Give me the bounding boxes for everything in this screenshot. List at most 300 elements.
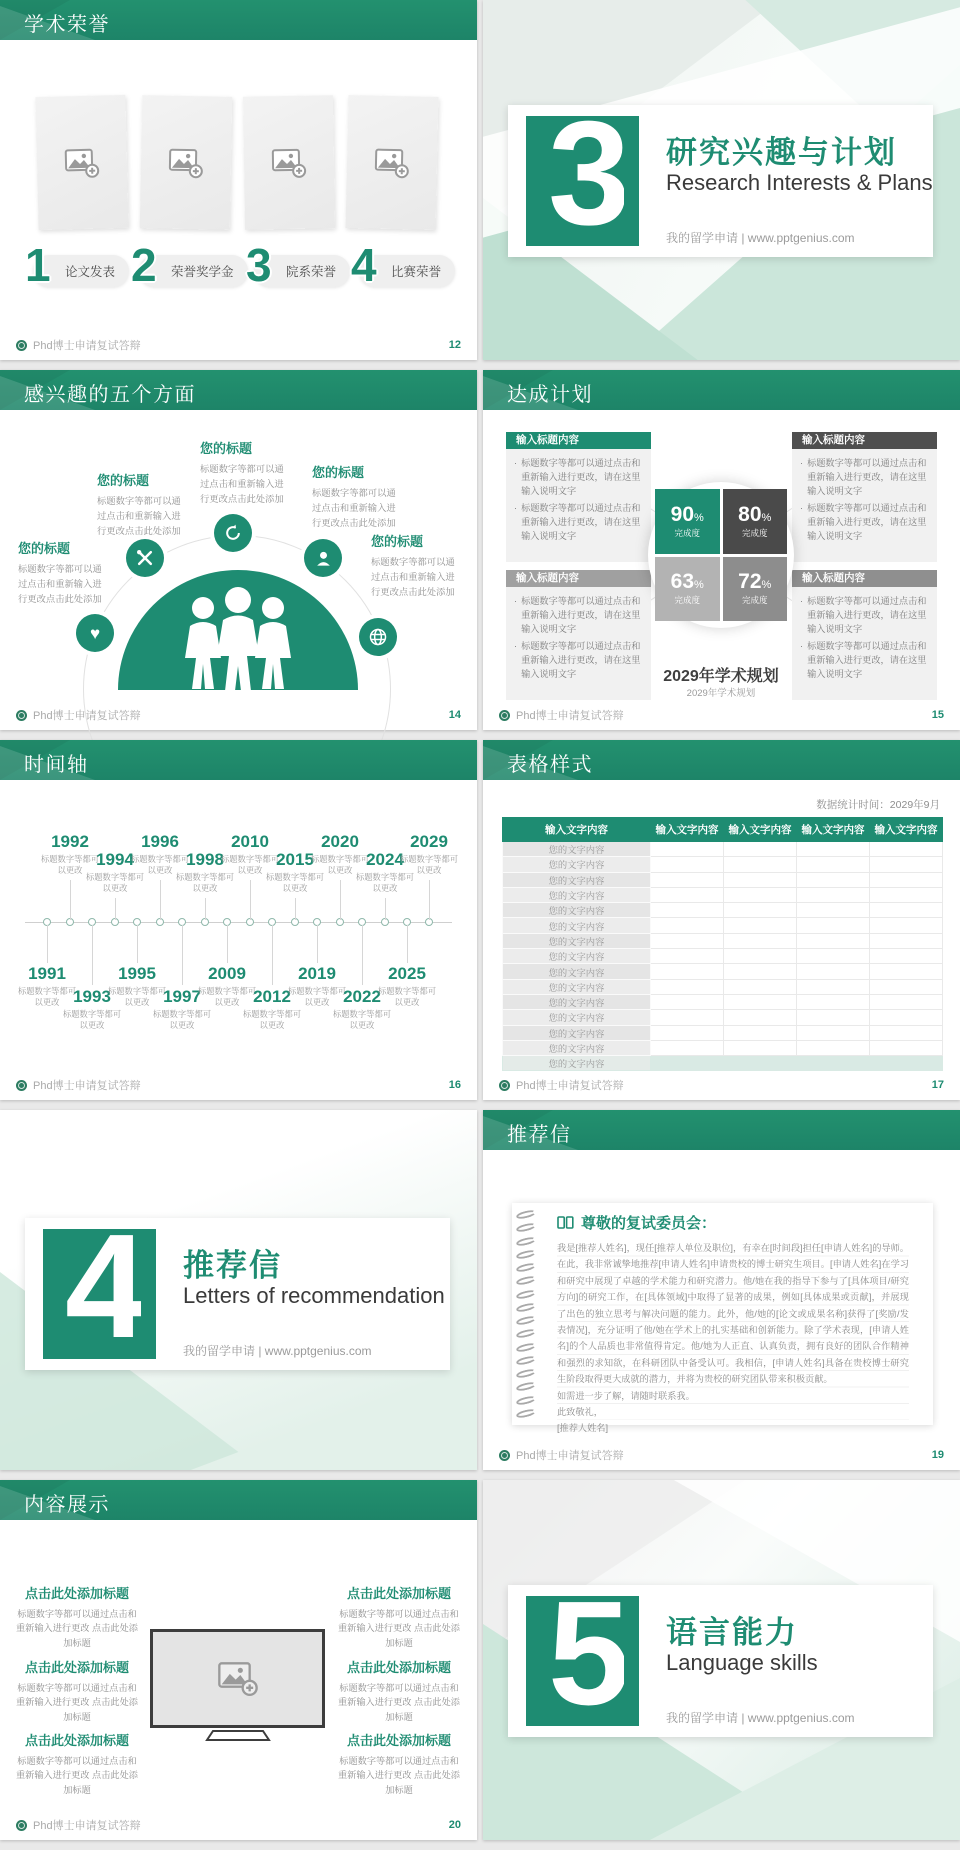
slide-header-bar (0, 1480, 477, 1520)
table-cell (870, 842, 943, 857)
timeline-desc: 标题数字等都可以更改 (197, 985, 257, 1008)
plan-box-title: 输入标题内容 (792, 570, 937, 587)
sample-table (502, 817, 943, 1071)
timeline-year: 2015 (276, 850, 314, 869)
table-cell-label: 您的文字内容 (503, 994, 651, 1009)
section-brand: 我的留学申请 | www.pptgenius.com (666, 231, 855, 245)
person-icon (304, 539, 342, 577)
brand-dot-icon (499, 710, 510, 721)
pie-unit: % (694, 579, 704, 592)
table-cell (724, 949, 797, 964)
photo-placeholder-card (243, 95, 335, 229)
footer-brand: Phd博士申请复试答辩 (33, 1080, 141, 1092)
slide-title: 时间轴 (24, 754, 89, 776)
timeline-desc: 标题数字等都可以更改 (107, 985, 167, 1008)
table-cell (724, 979, 797, 994)
table-header-cell: 输入文字内容 (503, 818, 651, 842)
badge-number: 3 (246, 239, 272, 291)
image-placeholder-icon (217, 1661, 259, 1696)
table-row (503, 1040, 943, 1055)
showcase-block (14, 1657, 140, 1724)
letter-page (512, 1203, 933, 1434)
table-row (503, 887, 943, 902)
slide-title: 达成计划 (507, 384, 593, 406)
slide-footer (499, 1447, 944, 1463)
slide-section-3 (483, 0, 960, 360)
timeline-stem (340, 880, 341, 920)
showcase-block (14, 1730, 140, 1797)
callout-body: 标题数字等都可以通过点击和重新输入进行更改点击此处添加 (97, 496, 181, 536)
bullet-text: 标题数字等都可以通过点击和重新输入进行更改，请在这里输入说明文字 (807, 458, 927, 496)
slide-plan (483, 370, 960, 730)
timeline-stem (407, 925, 408, 963)
table-cell-label: 您的文字内容 (503, 857, 651, 872)
bullet-text: 标题数字等都可以通过点击和重新输入进行更改，请在这里输入说明文字 (807, 641, 927, 679)
slide-footer (16, 707, 461, 723)
table-row (503, 918, 943, 933)
slide-header-bar (0, 0, 477, 40)
table-cell (797, 994, 870, 1009)
callout-body: 标题数字等都可以通过点击和重新输入进行更改点击此处添加 (371, 557, 455, 597)
brand-dot-icon (16, 1820, 27, 1831)
badge-label: 院系荣誉 (254, 255, 350, 287)
table-cell (870, 1056, 943, 1071)
section-title-en: Letters of recommendation (183, 1283, 445, 1308)
badge-label: 论文发表 (33, 255, 129, 287)
pie-quadrant-80 (723, 489, 788, 554)
timeline-desc: 标题数字等都可以更改 (355, 871, 415, 894)
letter-signature: [推荐人姓名] (557, 1423, 609, 1434)
table-cell (724, 1056, 797, 1071)
table-header-cell: 输入文字内容 (724, 818, 797, 842)
table-cell (870, 949, 943, 964)
timeline-year: 2019 (298, 964, 336, 983)
timeline-year: 1994 (96, 850, 134, 869)
block-title: 点击此处添加标题 (24, 1586, 129, 1601)
badge-number: 4 (351, 239, 377, 291)
pie-quadrant-63 (655, 557, 720, 622)
slide-timeline (0, 740, 477, 1100)
table-cell (651, 918, 724, 933)
photo-placeholder-card (140, 95, 233, 230)
plan-box-body: · 标题数字等都可以通过点击和重新输入进行更改，请在这里输入说明文字 · 标题数字等都可以通过点击和重新输入进行更改，请在这里输入说明文字 (792, 449, 937, 562)
bullet-text: 标题数字等都可以通过点击和重新输入进行更改，请在这里输入说明文字 (521, 596, 641, 634)
image-placeholder-icon (271, 147, 307, 178)
letter-salutation-row (557, 1212, 716, 1233)
slide-five-interests (0, 370, 477, 730)
timeline-desc: 标题数字等都可以更改 (265, 871, 325, 894)
page-number: 20 (448, 1819, 461, 1831)
block-title: 点击此处添加标题 (24, 1733, 129, 1748)
callout-title: 您的标题 (200, 441, 253, 456)
slide-footer (16, 1077, 461, 1093)
tv-screen-placeholder (150, 1629, 325, 1728)
footer-brand: Phd博士申请复试答辩 (516, 1450, 624, 1462)
block-title: 点击此处添加标题 (346, 1586, 451, 1601)
table-cell-label: 您的文字内容 (503, 964, 651, 979)
tools-icon (126, 539, 164, 577)
table-row (503, 964, 943, 979)
table-cell (724, 872, 797, 887)
callout-body: 标题数字等都可以通过点击和重新输入进行更改点击此处添加 (312, 488, 396, 528)
slide-table-style (483, 740, 960, 1100)
table-cell (870, 872, 943, 887)
plan-box-top-right (792, 432, 937, 562)
page-number: 17 (931, 1079, 944, 1091)
table-cell-label: 您的文字内容 (503, 1056, 651, 1071)
heart-icon: ♥ (76, 614, 114, 652)
table-cell (797, 887, 870, 902)
pie-value: 63 (670, 570, 695, 594)
pie-value: 80 (738, 502, 762, 526)
callout-left (18, 538, 105, 607)
block-body: 标题数字等都可以通过点击和重新输入进行更改 点击此处添加标题 (16, 1756, 138, 1795)
table-cell (870, 918, 943, 933)
table-row (503, 1025, 943, 1040)
table-row (503, 903, 943, 918)
timeline-stem (362, 925, 363, 985)
table-cell-label: 您的文字内容 (503, 918, 651, 933)
table-cell (797, 964, 870, 979)
table-header-cell: 输入文字内容 (870, 818, 943, 842)
callout-title: 您的标题 (18, 541, 71, 556)
timeline-desc: 标题数字等都可以更改 (85, 871, 145, 894)
recycle-arrows-icon (214, 514, 252, 552)
table-note: 数据统计时间：2029年9月 (816, 799, 940, 811)
table-cell-label: 您的文字内容 (503, 887, 651, 902)
slide-content-showcase (0, 1480, 477, 1840)
slide-section-4 (0, 1110, 477, 1470)
table-cell (870, 979, 943, 994)
timeline-stem (385, 898, 386, 920)
plan-box-body: · 标题数字等都可以通过点击和重新输入进行更改，请在这里输入说明文字 · 标题数字等都可以通过点击和重新输入进行更改，请在这里输入说明文字 (506, 587, 651, 700)
table-cell (651, 1025, 724, 1040)
table-cell (797, 933, 870, 948)
brand-dot-icon (16, 710, 27, 721)
table-cell (724, 1010, 797, 1025)
section-brand: 我的留学申请 | www.pptgenius.com (183, 1344, 372, 1358)
timeline-stem (295, 898, 296, 920)
table-cell (724, 887, 797, 902)
timeline-desc: 标题数字等都可以更改 (310, 853, 370, 876)
slide-recommendation-letter (483, 1110, 960, 1470)
footer-brand: Phd博士申请复试答辩 (33, 710, 141, 722)
letter-body (557, 1240, 909, 1434)
timeline-stem (47, 925, 48, 963)
slide-footer (16, 337, 461, 353)
globe-icon (359, 618, 397, 656)
table-header-cell: 输入文字内容 (797, 818, 870, 842)
block-title: 点击此处添加标题 (24, 1660, 129, 1675)
showcase-block (336, 1657, 462, 1724)
table-cell (724, 842, 797, 857)
block-title: 点击此处添加标题 (346, 1733, 451, 1748)
callout-body: 标题数字等都可以通过点击和重新输入进行更改点击此处添加 (18, 564, 102, 604)
table-row (503, 872, 943, 887)
page-number: 16 (448, 1079, 461, 1091)
slide-footer (16, 1817, 461, 1833)
table-cell (651, 994, 724, 1009)
table-cell (724, 1025, 797, 1040)
table-cell-label: 您的文字内容 (503, 1025, 651, 1040)
section-card (508, 91, 933, 257)
letter-regards: 此致敬礼， (557, 1407, 603, 1418)
section-number: 5 (548, 1571, 625, 1736)
table-cell (797, 857, 870, 872)
bullet-text: 标题数字等都可以通过点击和重新输入进行更改，请在这里输入说明文字 (521, 458, 641, 496)
timeline-year: 1995 (118, 964, 156, 983)
pie-unit: % (761, 579, 772, 592)
section-title-en: Research Interests & Plans (666, 170, 933, 195)
footer-brand: Phd博士申请复试答辩 (516, 1080, 624, 1092)
tv-stand (203, 1730, 273, 1742)
table-cell (651, 933, 724, 948)
table-cell (797, 918, 870, 933)
footer-brand: Phd博士申请复试答辩 (33, 1820, 141, 1832)
timeline-desc: 标题数字等都可以更改 (40, 853, 100, 876)
block-body: 标题数字等都可以通过点击和重新输入进行更改 点击此处添加标题 (338, 1756, 460, 1795)
timeline-stem (317, 925, 318, 963)
table-cell (797, 949, 870, 964)
table-cell (870, 1025, 943, 1040)
timeline-year: 1998 (186, 850, 224, 869)
table-row (503, 994, 943, 1009)
table-cell (870, 1040, 943, 1055)
table-cell (724, 933, 797, 948)
block-body: 标题数字等都可以通过点击和重新输入进行更改 点击此处添加标题 (16, 1683, 138, 1722)
timeline-stem (160, 880, 161, 920)
slide-header-bar (483, 1110, 960, 1150)
pie-value: 72 (738, 570, 762, 594)
timeline-year: 2025 (388, 964, 426, 983)
brand-dot-icon (16, 340, 27, 351)
badge-label: 荣誉奖学金 (139, 255, 248, 287)
table-cell (797, 1040, 870, 1055)
timeline-year: 2024 (366, 850, 404, 869)
table-cell (797, 979, 870, 994)
timeline-year: 2010 (231, 832, 269, 851)
table-cell-label: 您的文字内容 (503, 872, 651, 887)
timeline-year: 2020 (321, 832, 359, 851)
brand-dot-icon (499, 1080, 510, 1091)
timeline-stem (70, 880, 71, 920)
slide-title: 感兴趣的五个方面 (24, 384, 196, 406)
badge-label: 比赛荣誉 (359, 255, 455, 287)
timeline-desc: 标题数字等都可以更改 (17, 985, 77, 1008)
timeline-year: 2029 (410, 832, 448, 851)
completion-pie (648, 482, 794, 628)
slide-header-bar (0, 740, 477, 780)
section-card (508, 1571, 933, 1737)
bullet-text: 标题数字等都可以通过点击和重新输入进行更改，请在这里输入说明文字 (807, 503, 927, 541)
table-row (503, 1010, 943, 1025)
section-title-en: Language skills (666, 1650, 818, 1675)
timeline-stem (182, 925, 183, 985)
table-cell (651, 872, 724, 887)
callout-title: 您的标题 (312, 465, 365, 480)
letter-closing: 如需进一步了解，请随时联系我。 (557, 1390, 695, 1401)
timeline-stem (250, 880, 251, 920)
table-cell (797, 1056, 870, 1071)
timeline-desc: 标题数字等都可以更改 (242, 1008, 302, 1031)
footer-brand: Phd博士申请复试答辩 (516, 710, 624, 722)
table-cell (870, 994, 943, 1009)
timeline-year: 2022 (343, 987, 381, 1006)
slide-footer (499, 707, 944, 723)
timeline-desc: 标题数字等都可以更改 (62, 1008, 122, 1031)
table-cell (651, 842, 724, 857)
table-cell-label: 您的文字内容 (503, 949, 651, 964)
plan-box-title: 输入标题内容 (506, 432, 651, 449)
timeline-desc: 标题数字等都可以更改 (175, 871, 235, 894)
slide-title: 内容展示 (24, 1494, 110, 1516)
slide-academic-honors (0, 0, 477, 360)
slide-header-bar (483, 740, 960, 780)
slide-title: 学术荣誉 (24, 14, 110, 36)
timeline-year: 2009 (208, 964, 246, 983)
timeline-stem (115, 898, 116, 920)
pie-label: 完成度 (741, 527, 768, 538)
spiral-binding (516, 1211, 536, 1417)
block-body: 标题数字等都可以通过点击和重新输入进行更改 点击此处添加标题 (16, 1609, 138, 1648)
table-cell-label: 您的文字内容 (503, 842, 651, 857)
table-row (503, 857, 943, 872)
badge-number: 2 (131, 239, 157, 291)
table-cell (724, 918, 797, 933)
table-cell-label: 您的文字内容 (503, 979, 651, 994)
table-cell (797, 1025, 870, 1040)
brand-dot-icon (499, 1450, 510, 1461)
block-title: 点击此处添加标题 (346, 1660, 451, 1675)
section-number: 4 (65, 1204, 142, 1369)
callout-title: 您的标题 (371, 534, 424, 549)
table-cell (724, 994, 797, 1009)
table-cell (797, 842, 870, 857)
plan-caption: 2029年学术规划 (663, 668, 779, 685)
callout-right (371, 531, 457, 600)
section-card (25, 1204, 450, 1370)
table-cell (651, 903, 724, 918)
timeline-stem (205, 898, 206, 920)
timeline-desc: 标题数字等都可以更改 (152, 1008, 212, 1031)
table-row (503, 933, 943, 948)
image-placeholder-icon (168, 147, 205, 178)
table-cell (797, 1010, 870, 1025)
section-brand: 我的留学申请 | www.pptgenius.com (666, 1711, 855, 1725)
table-row (503, 842, 943, 857)
table-row-highlighted (503, 1056, 943, 1071)
timeline-stem (429, 880, 430, 920)
block-body: 标题数字等都可以通过点击和重新输入进行更改 点击此处添加标题 (338, 1683, 460, 1722)
table-cell (870, 887, 943, 902)
showcase-block (336, 1583, 462, 1650)
table-cell (651, 887, 724, 902)
table-row (503, 979, 943, 994)
table-cell (870, 964, 943, 979)
document-icon (557, 1216, 574, 1229)
image-placeholder-icon (374, 147, 411, 178)
photo-placeholder-card (346, 95, 439, 230)
callout-upper-left (97, 470, 181, 539)
page-number: 14 (448, 709, 461, 721)
timeline-year: 1996 (141, 832, 179, 851)
timeline-item (397, 833, 461, 877)
section-title-zh: 研究兴趣与计划 (666, 135, 897, 170)
timeline-desc: 标题数字等都可以更改 (130, 853, 190, 876)
callout-body: 标题数字等都可以通过点击和重新输入进行更改点击此处添加 (200, 464, 284, 504)
footer-brand: Phd博士申请复试答辩 (33, 340, 141, 352)
image-placeholder-icon (64, 147, 101, 178)
showcase-block (14, 1583, 140, 1650)
team-people-icon (163, 586, 313, 691)
timeline-desc: 标题数字等都可以更改 (399, 853, 459, 876)
letter-paragraph: 我是[推荐人姓名]，现任[推荐人单位及职位]，有幸在[时间段]担任[申请人姓名]的导师。在此，我非常诚挚地推荐[申请人姓名]申请贵校的博士研究生项目。[申请人姓名]在学习和研究中展现了卓越的学术能力和研究潜力。他/她在我的指导下参与了[具体项目/研究方向]的研究工作，在[具体领域]中取得了显著的成果，例如[具体成果或贡献]，并展现了出色的独立思考与解决问题的能力。此外，他/她的[论文或成果名称]获得了[奖励/发表情况]，充分证明了他/她在学术上的扎实基础和创新能力。除了学术表现，[申请人姓名]的个人品质也非常值得肯定。他/她为人正直、认真负责，拥有良好的团队合作精神和强烈的求知欲，在科研团队中备受认可。我相信，[申请人姓名]具备在贵校博士研究生阶段取得更大成就的潜力，并将为贵校的研究团队带来积极贡献。 (557, 1243, 909, 1385)
photo-placeholder-card (35, 95, 128, 230)
pie-label: 完成度 (674, 527, 700, 538)
timeline-item (375, 965, 439, 1009)
plan-box-title: 输入标题内容 (506, 570, 651, 587)
table-cell (651, 979, 724, 994)
table-row (503, 949, 943, 964)
timeline-desc: 标题数字等都可以更改 (332, 1008, 392, 1031)
plan-box-body: · 标题数字等都可以通过点击和重新输入进行更改，请在这里输入说明文字 · 标题数字等都可以通过点击和重新输入进行更改，请在这里输入说明文字 (506, 449, 651, 562)
timeline-year: 1993 (73, 987, 111, 1006)
table-cell (870, 903, 943, 918)
table-header-cell: 输入文字内容 (651, 818, 724, 842)
section-title-zh: 推荐信 (183, 1248, 282, 1283)
table-cell-label: 您的文字内容 (503, 1010, 651, 1025)
timeline-year: 1991 (28, 964, 66, 983)
pie-unit: % (761, 511, 772, 524)
page-number: 19 (931, 1449, 944, 1461)
table-cell (651, 964, 724, 979)
table-cell (724, 1040, 797, 1055)
timeline-stem (272, 925, 273, 985)
pie-label: 完成度 (741, 595, 768, 606)
timeline-desc: 标题数字等都可以更改 (377, 985, 437, 1008)
pie-quadrant-72 (723, 557, 788, 622)
table-cell (651, 949, 724, 964)
letter-salutation: 尊敬的复试委员会： (581, 1215, 717, 1232)
table-cell (724, 903, 797, 918)
table-cell-label: 您的文字内容 (503, 1040, 651, 1055)
bullet-text: 标题数字等都可以通过点击和重新输入进行更改，请在这里输入说明文字 (807, 596, 927, 634)
pie-label: 完成度 (674, 595, 700, 606)
table-cell (651, 1056, 724, 1071)
badge-number: 1 (25, 239, 51, 291)
slide-title: 推荐信 (507, 1124, 572, 1146)
timeline-stem (92, 925, 93, 985)
timeline-year: 2012 (253, 987, 291, 1006)
block-body: 标题数字等都可以通过点击和重新输入进行更改 点击此处添加标题 (338, 1609, 460, 1648)
plan-box-title: 输入标题内容 (792, 432, 937, 449)
table-cell (651, 1040, 724, 1055)
pie-unit: % (694, 511, 704, 524)
plan-subcaption: 2029年学术规划 (686, 688, 756, 699)
bullet-text: 标题数字等都可以通过点击和重新输入进行更改，请在这里输入说明文字 (521, 503, 641, 541)
slide-section-5 (483, 1480, 960, 1840)
plan-box-body: · 标题数字等都可以通过点击和重新输入进行更改，请在这里输入说明文字 · 标题数字等都可以通过点击和重新输入进行更改，请在这里输入说明文字 (792, 587, 937, 700)
table-cell (724, 857, 797, 872)
page-number: 12 (448, 339, 461, 351)
timeline-stem (227, 925, 228, 963)
table-cell (870, 933, 943, 948)
brand-dot-icon (16, 1080, 27, 1091)
callout-upper-right (312, 462, 398, 531)
section-title-zh: 语言能力 (666, 1615, 798, 1650)
table-header-row (503, 818, 943, 842)
table-cell-label: 您的文字内容 (503, 903, 651, 918)
